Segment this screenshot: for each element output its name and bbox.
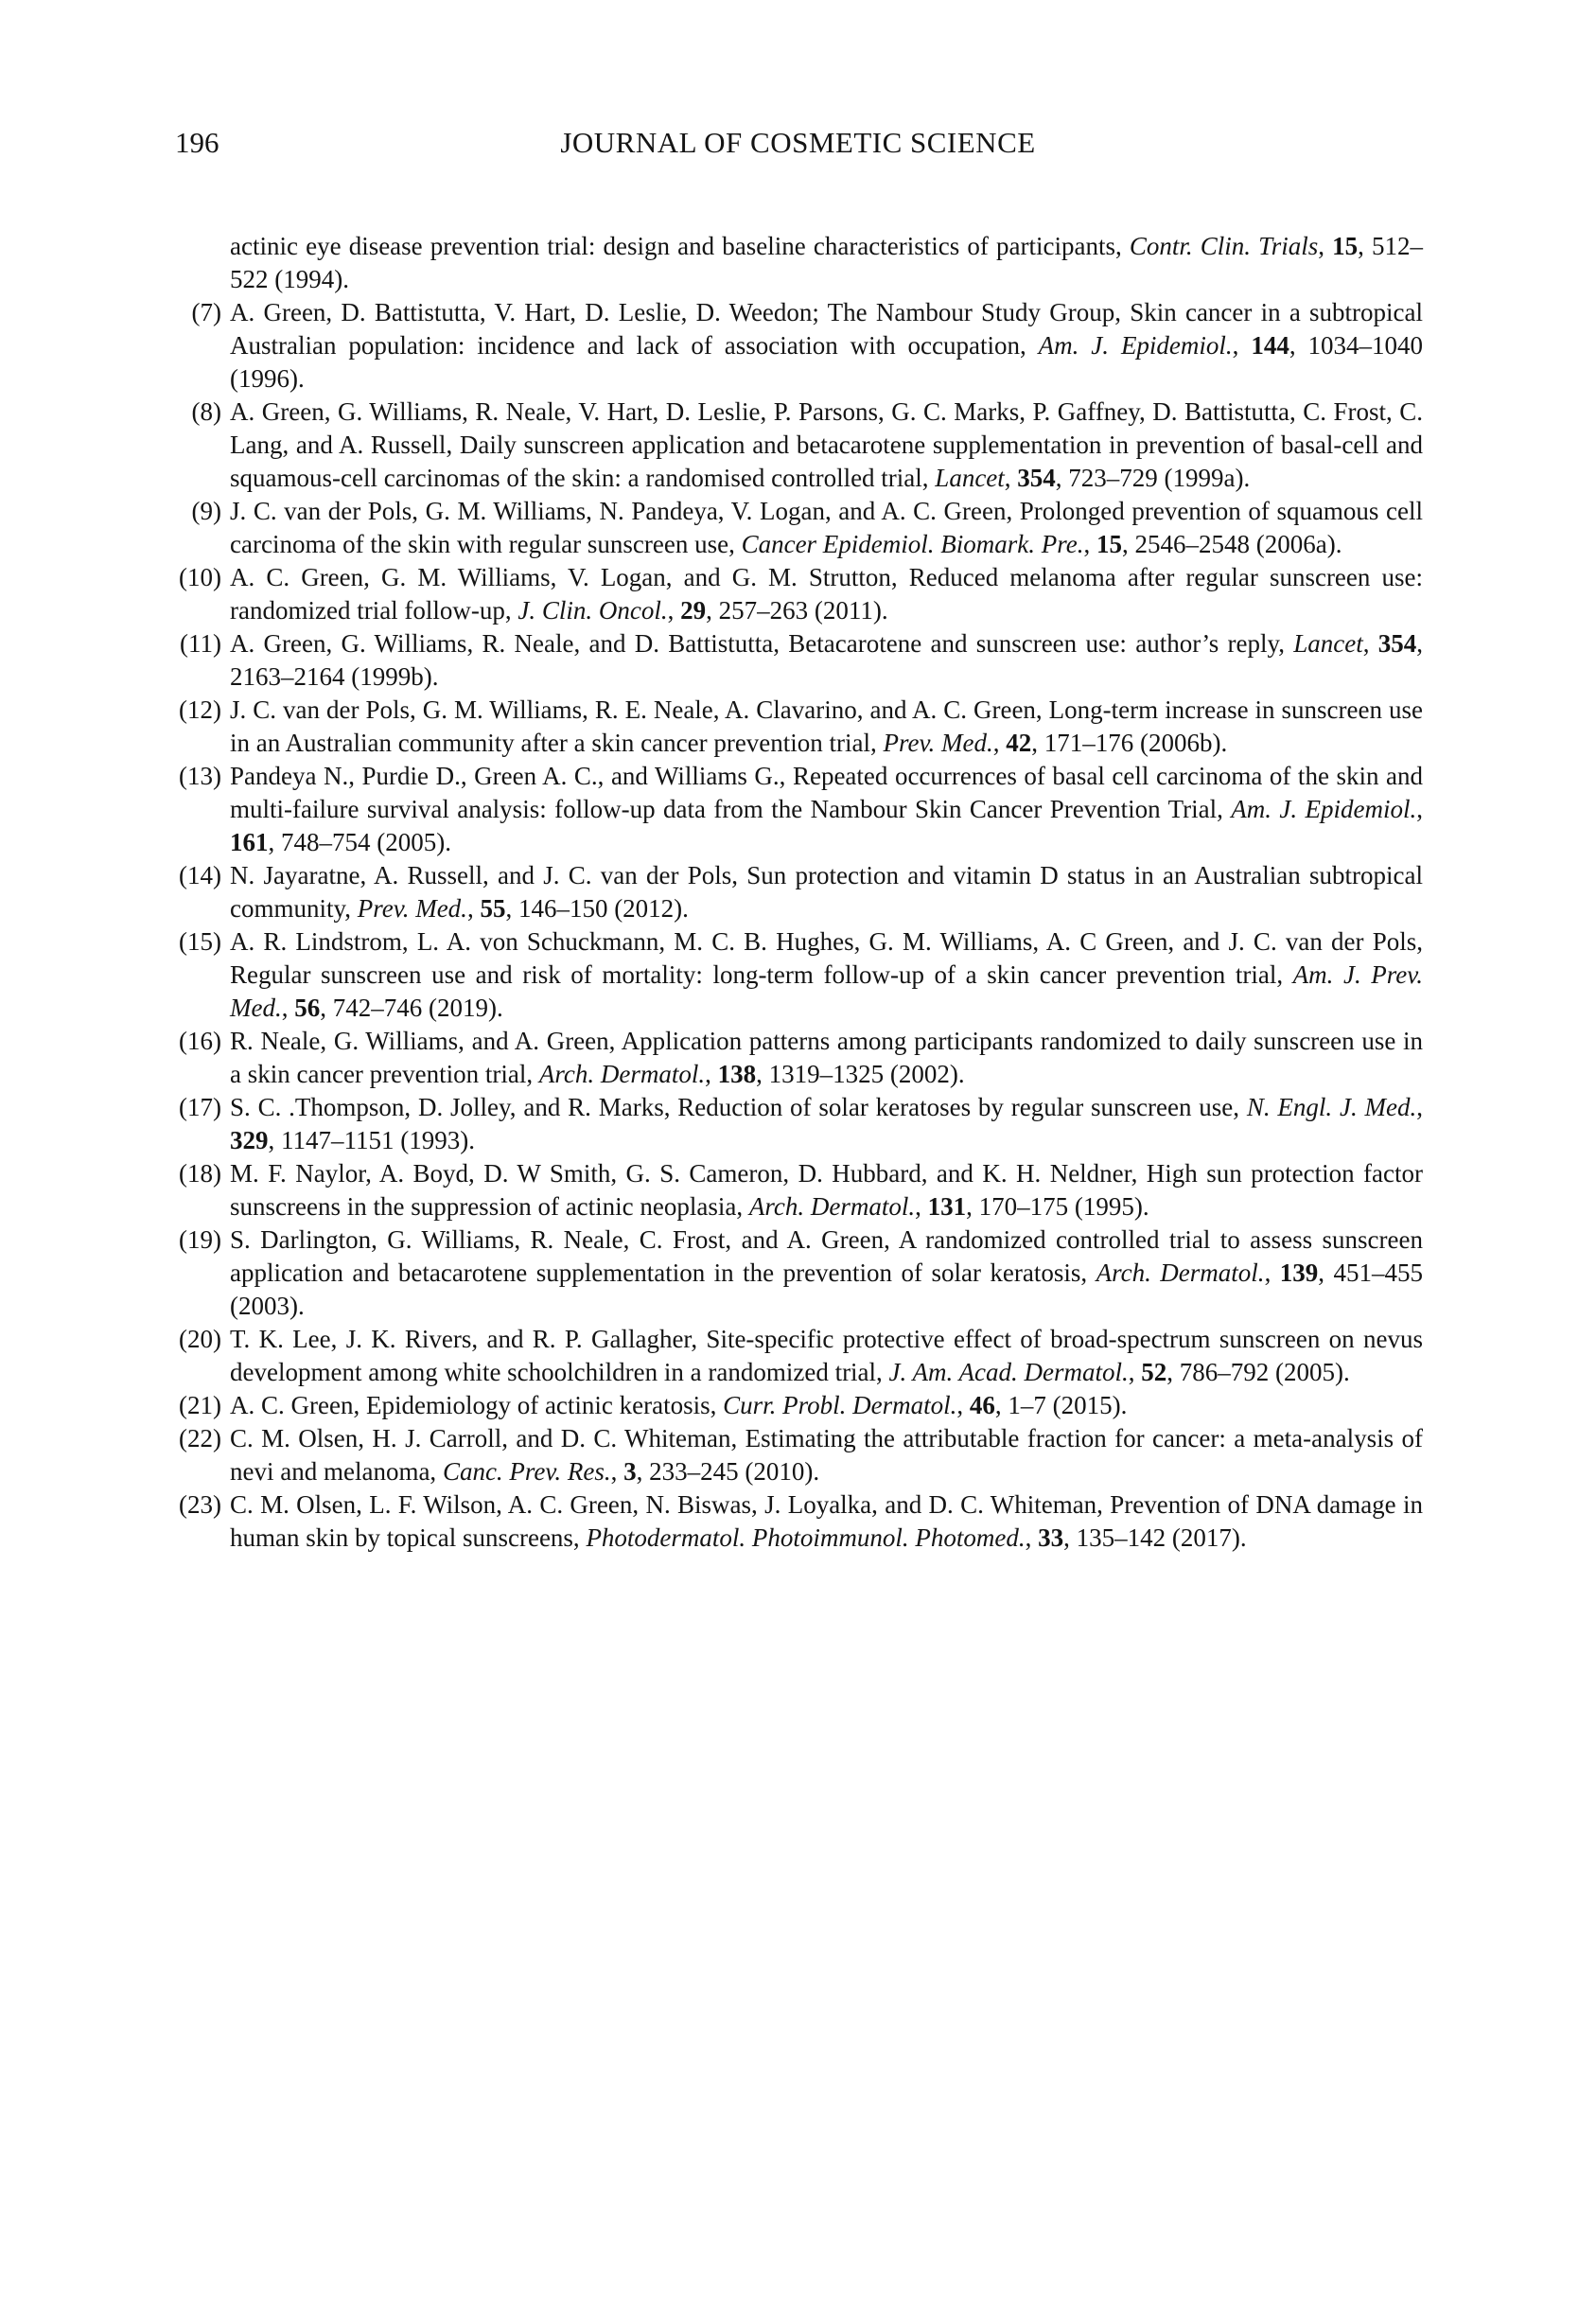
reference-number: (22) (179, 1424, 221, 1452)
reference-segment-plain: , 723–729 (1999a). (1055, 464, 1251, 492)
reference-number: (7) (191, 298, 221, 326)
reference-number: (8) (191, 397, 221, 426)
reference-item (175, 230, 1423, 296)
reference-number: (12) (179, 695, 221, 724)
reference-segment-bold: 354 (1017, 464, 1056, 492)
reference-segment-plain: , (1264, 1259, 1280, 1287)
reference-text (230, 760, 1423, 859)
reference-text (230, 396, 1423, 495)
reference-number: (16) (179, 1027, 221, 1055)
reference-segment-plain: , (992, 729, 1007, 757)
reference-item (175, 760, 1423, 859)
reference-text (230, 1025, 1423, 1091)
reference-segment-bold: 161 (230, 828, 269, 856)
reference-segment-plain: , 170–175 (1995). (966, 1192, 1149, 1221)
reference-segment-bold: 55 (480, 894, 506, 923)
reference-segment-italic: Arch. Dermatol. (538, 1060, 706, 1088)
reference-segment-plain: , 2546–2548 (2006a). (1122, 530, 1342, 558)
reference-segment-plain: A. Green, G. Williams, R. Neale, and D. Battistutta, Betacarotene and sunscreen use: author’s reply, (230, 629, 1294, 658)
reference-segment-plain: , (1232, 331, 1252, 360)
reference-segment-plain: , 1147–1151 (1993). (268, 1126, 475, 1154)
reference-item (175, 925, 1423, 1025)
reference-text (230, 1422, 1423, 1488)
reference-segment-plain: A. R. Lindstrom, L. A. von Schuckmann, M. C. B. Hughes, G. M. Williams, A. C Green, and J. C. van der Pols, Regular sunscreen use and risk of mortality: long-term follow-up of a skin cancer prevention trial, (230, 927, 1423, 989)
references-list (175, 230, 1423, 1555)
reference-item (175, 1422, 1423, 1488)
reference-segment-plain: , (1128, 1358, 1142, 1386)
reference-number: (11) (180, 629, 221, 658)
reference-segment-plain: , (667, 596, 681, 625)
reference-text (230, 1488, 1423, 1555)
reference-segment-plain: , (1362, 629, 1378, 658)
reference-text (230, 1323, 1423, 1389)
reference-segment-plain: S. Darlington, G. Williams, R. Neale, C. Frost, and A. Green, A randomized controlled trial to assess sunscreen application and betacarotene supplementation in the prevention of solar keratosis, (230, 1225, 1423, 1287)
reference-text (230, 1157, 1423, 1223)
reference-item (175, 1091, 1423, 1157)
reference-segment-bold: 131 (927, 1192, 967, 1221)
reference-segment-bold: 42 (1006, 729, 1032, 757)
reference-number: (14) (179, 861, 221, 889)
reference-number: (10) (179, 563, 221, 591)
reference-segment-plain: A. Green, D. Battistutta, V. Hart, D. Leslie, D. Weedon; The Nambour Study Group, Skin cancer in a subtropical Australian population: incidence and lack of association with occupation, (230, 298, 1423, 360)
reference-text (230, 230, 1423, 296)
reference-segment-plain: M. F. Naylor, A. Boyd, D. W Smith, G. S. Cameron, D. Hubbard, and K. H. Neldner, High sun protection factor sunscreens in the suppression of actinic neoplasia, (230, 1159, 1423, 1221)
reference-segment-plain: J. C. van der Pols, G. M. Williams, N. Pandeya, V. Logan, and A. C. Green, Prolonged prevention of squamous cell carcinoma of the skin with regular sunscreen use, (230, 497, 1423, 558)
reference-segment-plain: , 1034–1040 (1996). (230, 331, 1423, 393)
reference-segment-italic: Cancer Epidemiol. Biomark. Pre. (741, 530, 1084, 558)
reference-number: (13) (179, 762, 221, 790)
reference-segment-plain: , (1318, 232, 1333, 260)
reference-segment-plain: , 233–245 (2010). (636, 1457, 820, 1486)
reference-segment-italic: Am. J. Epidemiol. (1038, 331, 1233, 360)
reference-segment-bold: 354 (1377, 629, 1417, 658)
reference-segment-italic: N. Engl. J. Med. (1246, 1093, 1417, 1121)
reference-text (230, 1389, 1423, 1422)
reference-segment-plain: , 2163–2164 (1999b). (230, 629, 1424, 691)
reference-segment-bold: 52 (1141, 1358, 1167, 1386)
reference-item (175, 1025, 1423, 1091)
reference-segment-plain: R. Neale, G. Williams, and A. Green, Application patterns among participants randomized to daily sunscreen use in a skin cancer prevention trial, (230, 1027, 1423, 1088)
reference-segment-italic: J. Am. Acad. Dermatol. (888, 1358, 1129, 1386)
reference-segment-plain: , 748–754 (2005). (268, 828, 451, 856)
reference-segment-italic: J. Clin. Oncol. (517, 596, 668, 625)
reference-segment-bold: 144 (1251, 331, 1289, 360)
reference-segment-italic: Canc. Prev. Res. (442, 1457, 611, 1486)
reference-item (175, 694, 1423, 760)
page-header (0, 124, 1596, 166)
reference-segment-plain: , (1025, 1523, 1039, 1552)
reference-segment-italic: Arch. Dermatol. (748, 1192, 916, 1221)
reference-segment-plain: , (1004, 464, 1018, 492)
reference-segment-italic: Am. J. Prev. Med. (230, 960, 1424, 1022)
reference-segment-bold: 3 (623, 1457, 637, 1486)
reference-item (175, 1323, 1423, 1389)
reference-item (175, 561, 1423, 627)
reference-segment-bold: 33 (1038, 1523, 1064, 1552)
reference-text (230, 495, 1423, 561)
reference-segment-italic: Arch. Dermatol. (1096, 1259, 1265, 1287)
reference-text (230, 1223, 1423, 1323)
reference-segment-plain: S. C. .Thompson, D. Jolley, and R. Marks, Reduction of solar keratoses by regular sunscreen use, (230, 1093, 1247, 1121)
reference-segment-italic: Contr. Clin. Trials (1129, 232, 1319, 260)
reference-segment-plain: A. C. Green, G. M. Williams, V. Logan, and G. M. Strutton, Reduced melanoma after regular sunscreen use: randomized trial follow-up, (230, 563, 1423, 625)
reference-item (175, 627, 1423, 694)
reference-segment-plain: , (466, 894, 481, 923)
reference-item (175, 1389, 1423, 1422)
reference-segment-bold: 46 (969, 1391, 995, 1419)
reference-segment-plain: , 146–150 (2012). (505, 894, 689, 923)
reference-item (175, 1488, 1423, 1555)
reference-segment-plain: , 1–7 (2015). (994, 1391, 1128, 1419)
reference-segment-plain: , (705, 1060, 718, 1088)
reference-segment-plain: Pandeya N., Purdie D., Green A. C., and Williams G., Repeated occurrences of basal cell carcinoma of the skin and multi-failure survival analysis: follow-up data from the Nambour Skin Cancer Prevention Trial, (230, 762, 1423, 823)
reference-segment-plain: C. M. Olsen, H. J. Carroll, and D. C. Whiteman, Estimating the attributable fraction for cancer: a meta-analysis of nevi and melanoma, (230, 1424, 1423, 1486)
reference-segment-plain: actinic eye disease prevention trial: design and baseline characteristics of participants, (230, 232, 1130, 260)
reference-segment-italic: Curr. Probl. Dermatol. (723, 1391, 957, 1419)
reference-text (230, 561, 1423, 627)
reference-segment-plain: , (1416, 795, 1423, 823)
reference-item (175, 396, 1423, 495)
reference-segment-plain: A. Green, G. Williams, R. Neale, V. Hart, D. Leslie, P. Parsons, G. C. Marks, P. Gaffney, D. Battistutta, C. Frost, C. Lang, and A. Russell, Daily sunscreen application and betacarotene supplementation in prevention of basal-cell and squamous-cell carcinomas of the skin: a randomised controlled trial, (230, 397, 1423, 492)
reference-segment-bold: 138 (717, 1060, 757, 1088)
reference-segment-italic: Lancet (935, 464, 1005, 492)
reference-segment-italic: Prev. Med. (357, 894, 467, 923)
reference-segment-bold: 329 (230, 1126, 269, 1154)
reference-segment-italic: Prev. Med. (883, 729, 993, 757)
reference-text (230, 694, 1423, 760)
reference-segment-plain: , (1083, 530, 1097, 558)
reference-number: (20) (179, 1325, 221, 1353)
reference-segment-plain: , 742–746 (2019). (320, 994, 503, 1022)
reference-segment-italic: Photodermatol. Photoimmunol. Photomed. (586, 1523, 1026, 1552)
reference-segment-plain: T. K. Lee, J. K. Rivers, and R. P. Gallagher, Site-specific protective effect of broad-spectrum sunscreen on nevus development among white schoolchildren in a randomized trial, (230, 1325, 1423, 1386)
reference-item (175, 1223, 1423, 1323)
journal-title: JOURNAL OF COSMETIC SCIENCE (560, 126, 1036, 159)
reference-segment-plain: , (281, 994, 295, 1022)
reference-number: (9) (191, 497, 221, 525)
reference-text (230, 925, 1423, 1025)
reference-segment-bold: 15 (1096, 530, 1123, 558)
reference-segment-plain: , (1416, 1093, 1423, 1121)
reference-segment-plain: A. C. Green, Epidemiology of actinic keratosis, (230, 1391, 724, 1419)
reference-segment-plain: , 512–522 (1994). (230, 232, 1423, 293)
reference-text (230, 627, 1423, 694)
reference-text (230, 859, 1423, 925)
reference-segment-bold: 139 (1279, 1259, 1319, 1287)
reference-segment-plain: , 1319–1325 (2002). (756, 1060, 965, 1088)
reference-segment-plain: , (915, 1192, 928, 1221)
reference-number: (15) (179, 927, 221, 956)
reference-segment-plain: N. Jayaratne, A. Russell, and J. C. van der Pols, Sun protection and vitamin D status in an Australian subtropical community, (230, 861, 1423, 923)
reference-text (230, 296, 1423, 396)
reference-segment-plain: , 171–176 (2006b). (1031, 729, 1228, 757)
reference-text (230, 1091, 1423, 1157)
reference-segment-plain: , 135–142 (2017). (1063, 1523, 1247, 1552)
reference-number: (21) (179, 1391, 221, 1419)
reference-segment-plain: J. C. van der Pols, G. M. Williams, R. E. Neale, A. Clavarino, and A. C. Green, Long-term increase in sunscreen use in an Australian community after a skin cancer prevention trial, (230, 695, 1423, 757)
reference-segment-bold: 29 (680, 596, 707, 625)
reference-segment-bold: 56 (294, 994, 321, 1022)
reference-number: (17) (179, 1093, 221, 1121)
reference-segment-bold: 15 (1332, 232, 1359, 260)
reference-segment-plain: , (956, 1391, 970, 1419)
page-number: 196 (175, 126, 219, 159)
reference-item (175, 1157, 1423, 1223)
reference-segment-italic: Am. J. Epidemiol. (1231, 795, 1417, 823)
reference-item (175, 296, 1423, 396)
reference-segment-italic: Lancet (1293, 629, 1363, 658)
reference-number: (18) (179, 1159, 221, 1188)
reference-segment-plain: , 257–263 (2011). (706, 596, 888, 625)
reference-number: (23) (179, 1490, 221, 1519)
reference-segment-plain: , 451–455 (2003). (230, 1259, 1423, 1320)
reference-item (175, 495, 1423, 561)
reference-segment-plain: , 786–792 (2005). (1166, 1358, 1350, 1386)
reference-item (175, 859, 1423, 925)
reference-segment-plain: , (610, 1457, 624, 1486)
reference-segment-plain: C. M. Olsen, L. F. Wilson, A. C. Green, N. Biswas, J. Loyalka, and D. C. Whiteman, Prevention of DNA damage in human skin by topical sunscreens, (230, 1490, 1423, 1552)
reference-number: (19) (179, 1225, 221, 1254)
